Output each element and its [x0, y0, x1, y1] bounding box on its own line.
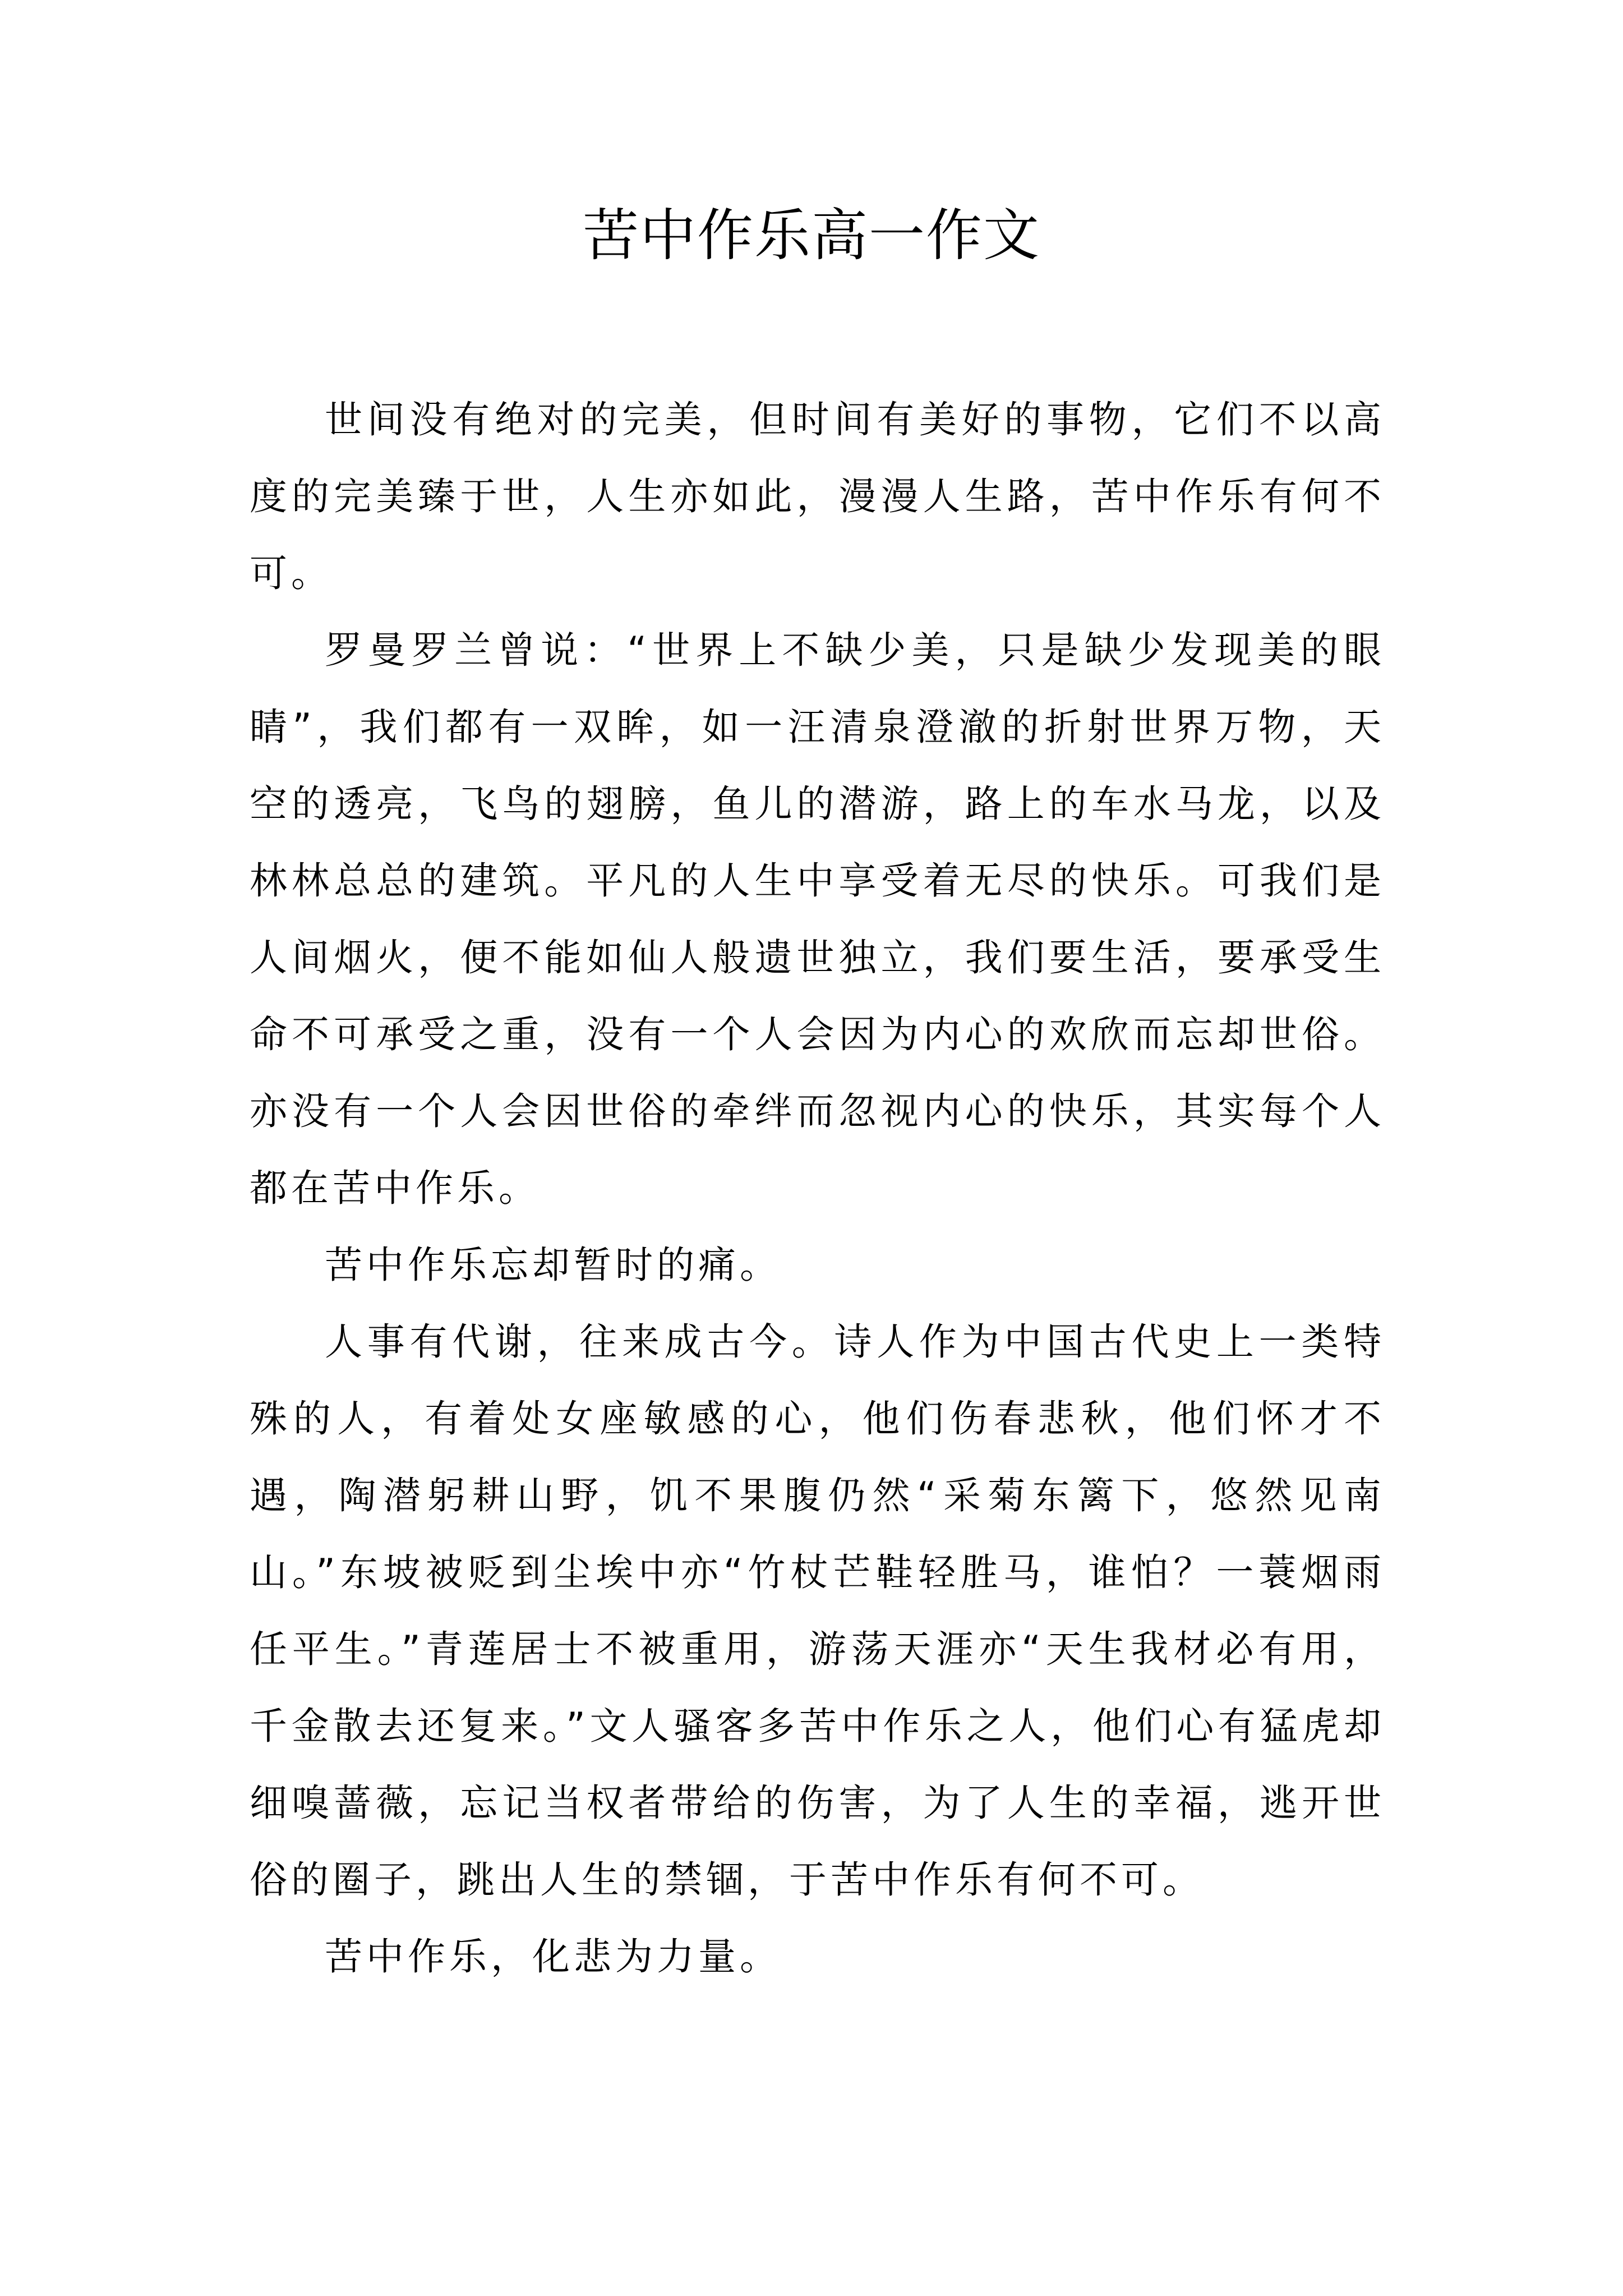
- document-title: 苦中作乐高一作文: [583, 203, 1040, 268]
- document-body: [250, 381, 1385, 1995]
- paragraph: 人事有代谢，往来成古今。诗人作为中国古代史上一类特殊的人，有着处女座敏感的心，他们伤春悲秋，他们怀才不遇，陶潜躬耕山野，饥不果腹仍然“采菊东篱下，悠然见南山。”东坡被贬到尘埃中亦“竹杖芒鞋轻胜马，谁怕？一蓑烟雨任平生。”青莲居士不被重用，游荡天涯亦“天生我材必有用，千金散去还复来。”文人骚客多苦中作乐之人，他们心有猛虎却细嗅蔷薇，忘记当权者带给的伤害，为了人生的幸福，逃开世俗的圈子，跳出人生的禁锢，于苦中作乐有何不可。: [250, 1320, 1385, 1902]
- paragraph: 苦中作乐忘却暂时的痛。: [325, 1243, 781, 1287]
- paragraph: 苦中作乐，化悲为力量。: [325, 1935, 781, 1978]
- paragraph: 罗曼罗兰曾说：“世界上不缺少美，只是缺少发现美的眼睛”，我们都有一双眸，如一汪清泉澄澈的折射世界万物，天空的透亮，飞鸟的翅膀，鱼儿的潜游，路上的车水马龙，以及林林总总的建筑。平凡的人生中享受着无尽的快乐。可我们是人间烟火，便不能如仙人般遗世独立，我们要生活，要承受生命不可承受之重，没有一个人会因为内心的欢欣而忘却世俗。亦没有一个人会因世俗的牵绊而忽视内心的快乐，其实每个人都在苦中作乐。: [250, 628, 1385, 1210]
- paragraph: 世间没有绝对的完美，但时间有美好的事物，它们不以高度的完美臻于世，人生亦如此，漫漫人生路，苦中作乐有何不可。: [250, 398, 1385, 595]
